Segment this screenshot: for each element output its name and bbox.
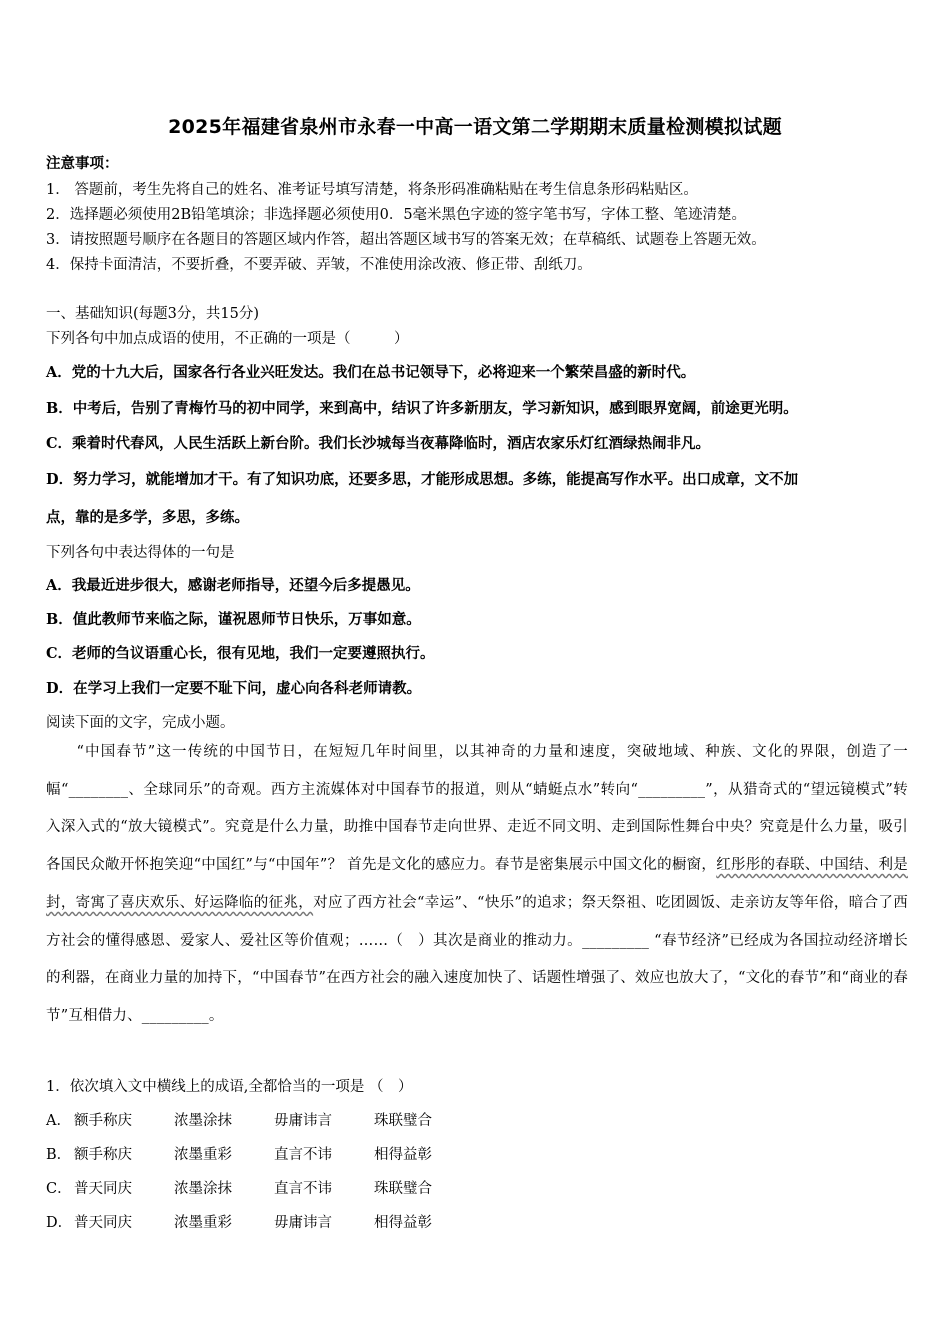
question-option: A．我最近进步很大，感谢老师指导，还望今后多提愚见。 bbox=[46, 577, 420, 594]
choice-word: 浓墨重彩 bbox=[174, 1147, 232, 1163]
question-option: A．党的十九大后，国家各行各业兴旺发达。我们在总书记领导下，必将迎来一个繁荣昌盛的新时代。 bbox=[46, 364, 696, 381]
choice-word: 额手称庆 bbox=[74, 1147, 132, 1163]
notice-heading: 注意事项： bbox=[46, 155, 119, 172]
passage-text: 对应了西方社会“幸运”、“快乐”的追求；祭天祭祖、吃团圆饭、走亲访友等年俗，暗合了西方社会的懂得感恩、爱家人、爱社区等价值观；……（ ）其次是商业的推动力。_________ “春节经济”已经成为各国拉动经济增长的利器，在商业力量的加持下，“中国春节”在西方社会的融入速度加快了、话题性增强了、效应也放大了，“文化的春节”和“商业的春节”互相借力、_________。 bbox=[46, 894, 908, 1024]
question-option: C．老师的刍议语重心长，很有见地，我们一定要遵照执行。 bbox=[46, 645, 435, 662]
question-option: D．努力学习，就能增加才干。有了知识功底，还要多思，才能形成思想。多练，能提高写作水平。出口成章，文不加 bbox=[46, 471, 799, 488]
choice-row bbox=[46, 1211, 474, 1232]
passage-wavy-text: 红彤彤的春联、中国结、利是封，寄寓了喜庆欢乐、好运降临的征兆， bbox=[46, 857, 908, 911]
choice-word: 浓墨涂抹 bbox=[174, 1113, 232, 1129]
choice-key: D． bbox=[46, 1215, 73, 1231]
question-option: C．乘着时代春风，人民生活跃上新台阶。我们长沙城每当夜幕降临时，酒店农家乐灯红酒绿热闹非凡。 bbox=[46, 435, 711, 452]
choice-row bbox=[46, 1177, 474, 1198]
notice-item: 1． 答题前，考生先将自己的姓名、准考证号填写清楚，将条形码准确粘贴在考生信息条形码粘贴区。 bbox=[46, 182, 698, 198]
choice-word: 毋庸讳言 bbox=[274, 1113, 332, 1129]
reading-intro: 阅读下面的文字，完成小题。 bbox=[46, 715, 235, 731]
section-heading: 一、基础知识(每题3分，共15分) bbox=[46, 306, 259, 322]
choice-word: 相得益彰 bbox=[374, 1147, 432, 1163]
choice-row bbox=[46, 1143, 474, 1164]
notice-item: 2．选择题必须使用2B铅笔填涂；非选择题必须使用0．5毫米黑色字迹的签字笔书写，字体工整、笔迹清楚。 bbox=[46, 207, 747, 223]
notice-item: 4．保持卡面清洁，不要折叠，不要弄破、弄皱，不准使用涂改液、修正带、刮纸刀。 bbox=[46, 257, 592, 273]
choice-word: 直言不讳 bbox=[274, 1181, 332, 1197]
question-stem: 下列各句中加点成语的使用，不正确的一项是（ ） bbox=[46, 331, 409, 347]
choice-word: 普天同庆 bbox=[74, 1181, 132, 1197]
choice-key: C． bbox=[46, 1181, 72, 1197]
choice-key: B． bbox=[46, 1147, 72, 1163]
choice-word: 毋庸讳言 bbox=[274, 1215, 332, 1231]
choice-word: 浓墨重彩 bbox=[174, 1215, 232, 1231]
choice-word: 直言不讳 bbox=[274, 1147, 332, 1163]
question-option: 点，靠的是多学，多思，多练。 bbox=[46, 509, 249, 526]
choice-word: 相得益彰 bbox=[374, 1215, 432, 1231]
choice-row bbox=[46, 1109, 474, 1130]
question-option: B．值此教师节来临之际，谨祝恩师节日快乐，万事如意。 bbox=[46, 611, 421, 628]
choice-word: 额手称庆 bbox=[74, 1113, 132, 1129]
passage-text: “中国春节”这一传统的中国节日，在短短几年时间里，以其神奇的力量和速度，突破地域、种族、文化的界限，创造了一幅“________、全球同乐”的奇观。西方主流媒体对中国春节的报道，则从“蜻蜓点水”转向“_________”，从猎奇式的“望远镜模式”转入深入式的“放大镜模式”。究竟是什么力量，助推中国春节走向世界、走近不同文明、走到国际性舞台中央？究竟是什么力量，吸引各国民众敞开怀抱笑迎“中国红”与“中国年”？ 首先是文化的感应力。春节是密集展示中国文化的橱窗， bbox=[46, 744, 908, 874]
question-option: D．在学习上我们一定要不耻下问，虚心向各科老师请教。 bbox=[46, 680, 422, 697]
question-stem: 下列各句中表达得体的一句是 bbox=[46, 545, 235, 561]
choice-word: 普天同庆 bbox=[74, 1215, 132, 1231]
choice-word: 珠联璧合 bbox=[374, 1181, 432, 1197]
choice-word: 珠联璧合 bbox=[374, 1113, 432, 1129]
question-option: B．中考后，告别了青梅竹马的初中同学，来到高中，结识了许多新朋友，学习新知识，感到眼界宽阔，前途更光明。 bbox=[46, 400, 798, 417]
question-stem: 1．依次填入文中横线上的成语,全都恰当的一项是 （ ） bbox=[46, 1079, 413, 1095]
choice-key: A． bbox=[46, 1113, 71, 1129]
reading-passage bbox=[46, 734, 908, 1036]
page-title: 2025年福建省泉州市永春一中高一语文第二学期期末质量检测模拟试题 bbox=[168, 116, 782, 138]
choice-word: 浓墨涂抹 bbox=[174, 1181, 232, 1197]
notice-item: 3．请按照题号顺序在各题目的答题区域内作答，超出答题区域书写的答案无效；在草稿纸、试题卷上答题无效。 bbox=[46, 232, 766, 248]
